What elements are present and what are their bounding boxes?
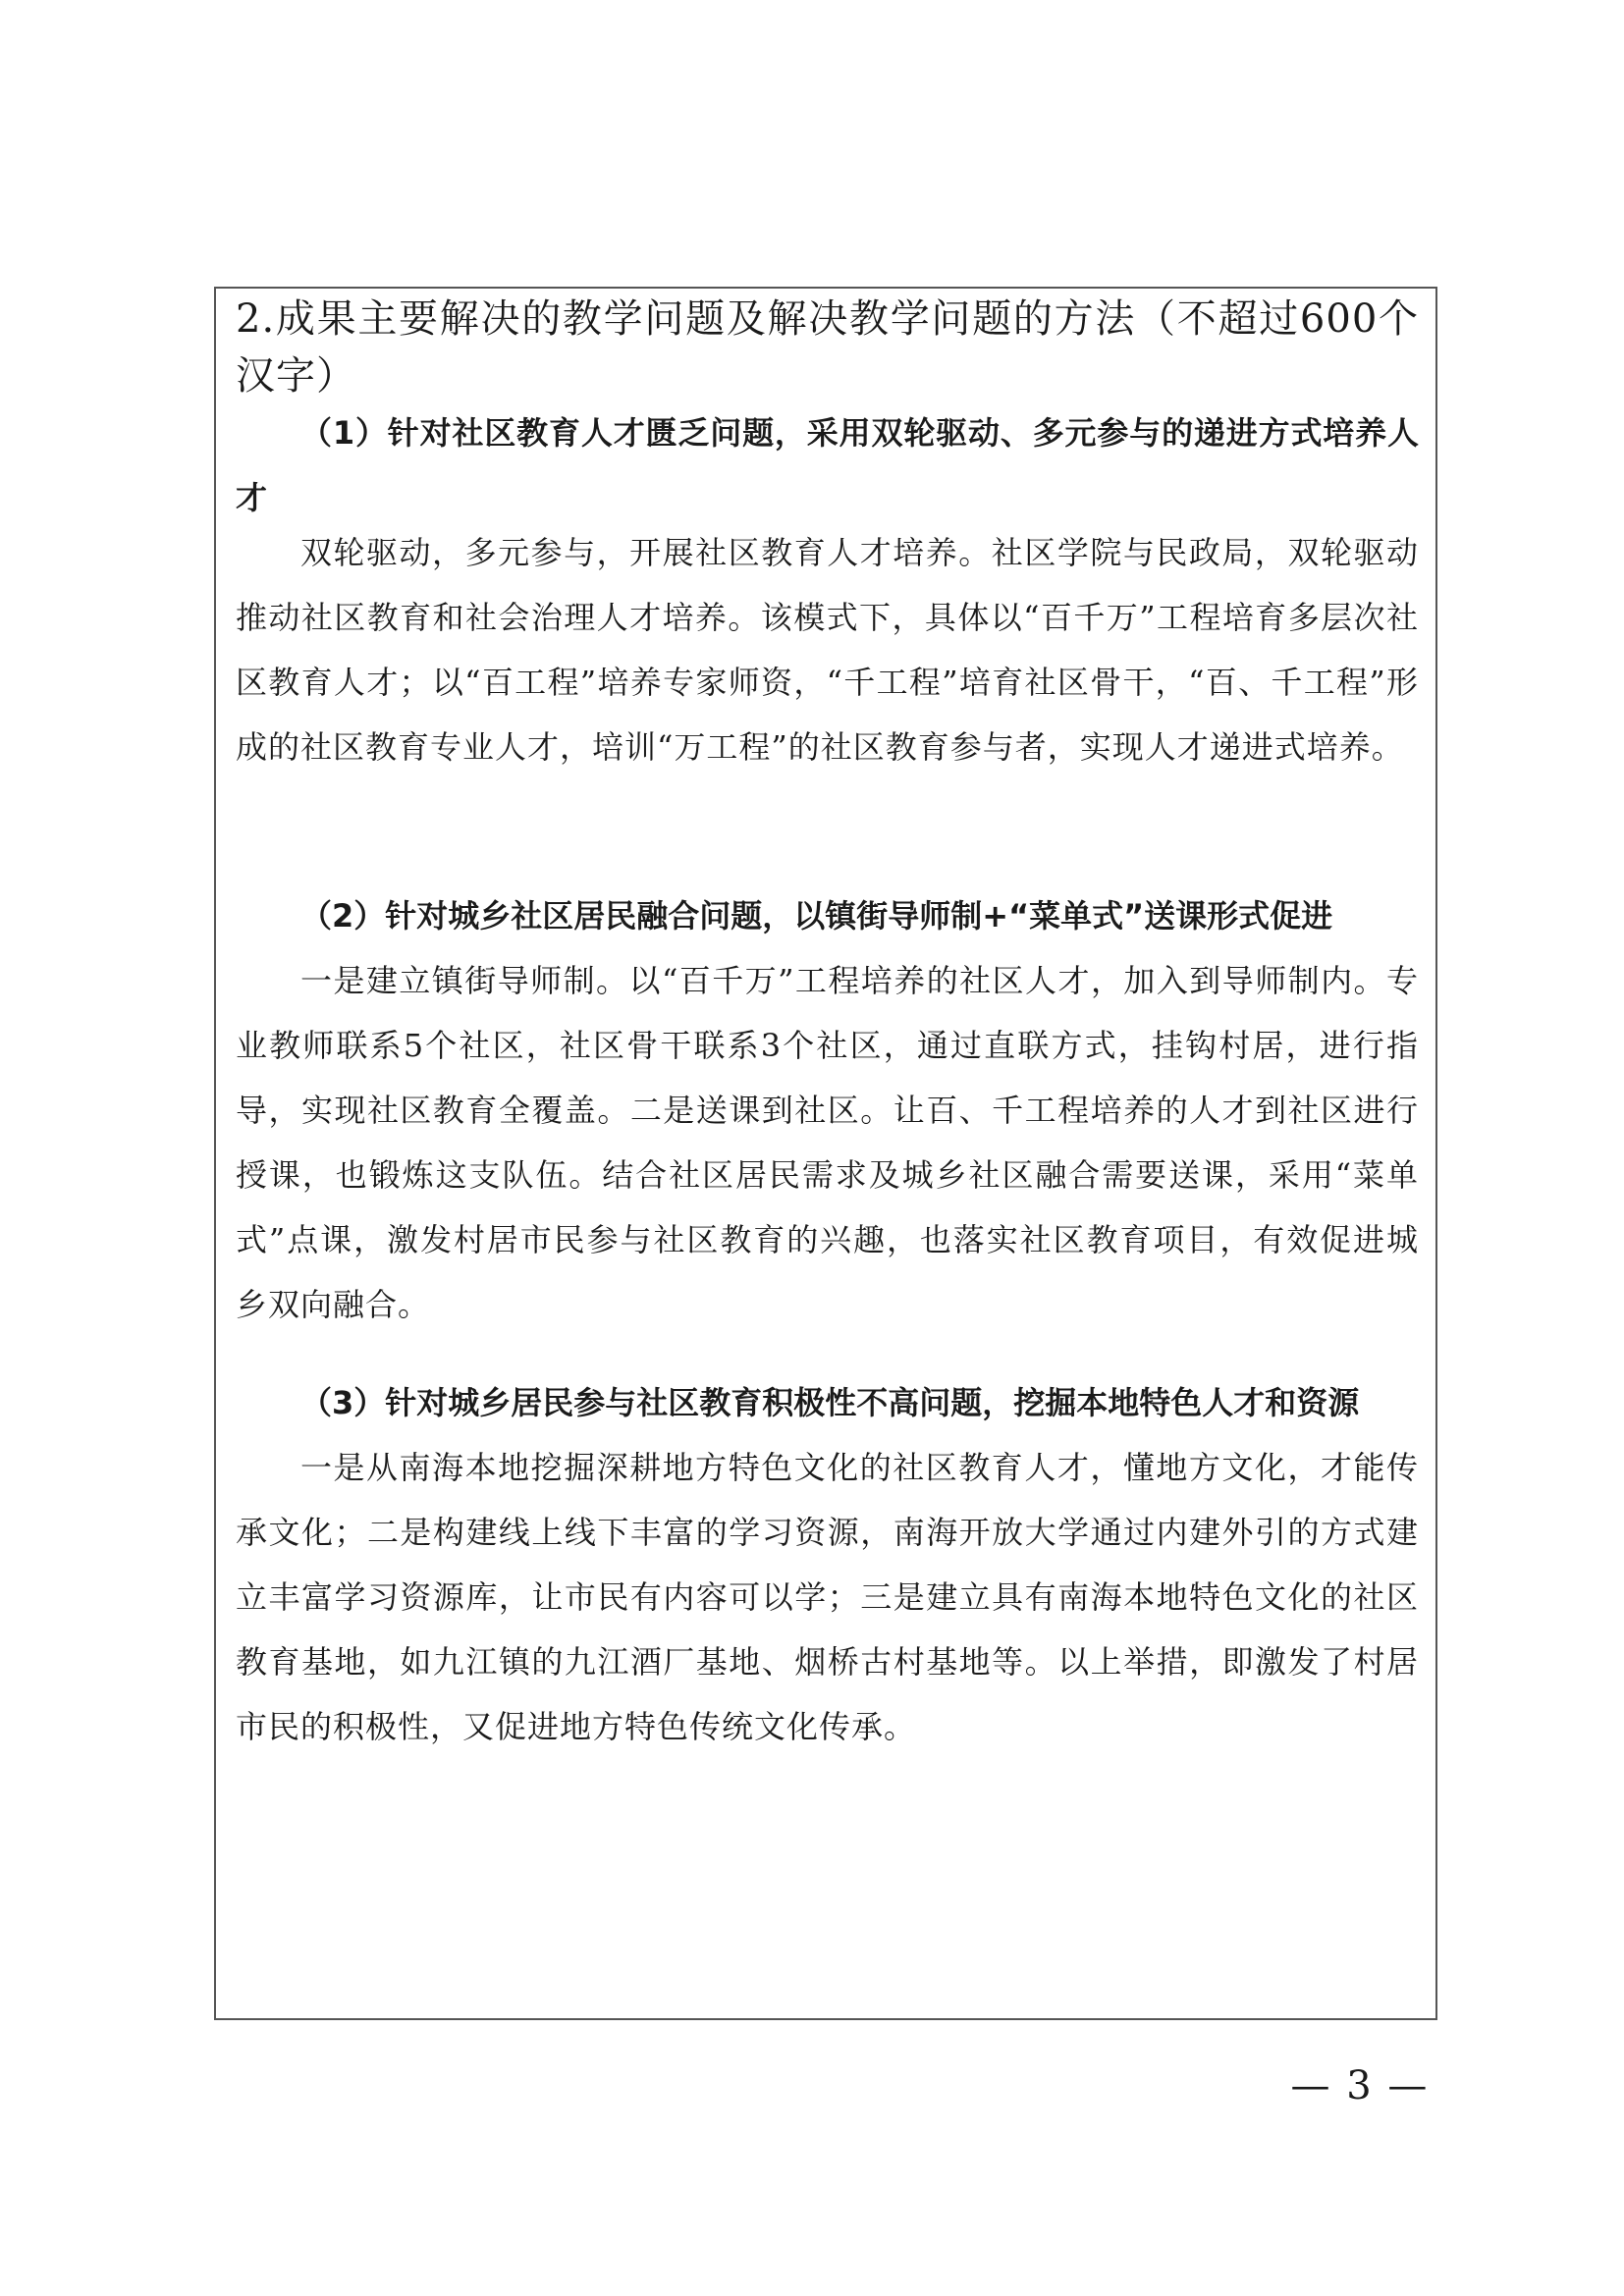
paragraph-1: 双轮驱动，多元参与，开展社区教育人才培养。社区学院与民政局，双轮驱动推动社区教育和社会治理人才培养。该模式下，具体以“百千万”工程培育多层次社区教育人才；以“百工程”培养专家师资，“千工程”培育社区骨干，“百、千工程”形成的社区教育专业人才，培训“万工程”的社区教育参与者，实现人才递进式培养。 [236,534,1419,766]
section-title: 2.成果主要解决的教学问题及解决教学问题的方法（不超过600个汉字） [236,296,1419,399]
subheading-1: （1）针对社区教育人才匮乏问题，采用双轮驱动、多元参与的递进方式培养人才 [236,414,1419,516]
page-number: — 3 — [1290,2063,1430,2109]
paragraph-2: 一是建立镇街导师制。以“百千万”工程培养的社区人才，加入到导师制内。专业教师联系5个社区，社区骨干联系3个社区，通过直联方式，挂钩村居，进行指导，实现社区教育全覆盖。二是送课到社区。让百、千工程培养的人才到社区进行授课，也锻炼这支队伍。结合社区居民需求及城乡社区融合需要送课，采用“菜单式”点课，激发村居市民参与社区教育的兴趣，也落实社区教育项目，有效促进城乡双向融合。 [236,962,1419,1323]
subheading-2: （2）针对城乡社区居民融合问题，以镇街导师制+“菜单式”送课形式促进 [300,897,1333,934]
subheading-3: （3）针对城乡居民参与社区教育积极性不高问题，挖掘本地特色人才和资源 [300,1384,1360,1421]
paragraph-3: 一是从南海本地挖掘深耕地方特色文化的社区教育人才，懂地方文化，才能传承文化；二是构建线上线下丰富的学习资源，南海开放大学通过内建外引的方式建立丰富学习资源库，让市民有内容可以学；三是建立具有南海本地特色文化的社区教育基地，如九江镇的九江酒厂基地、烟桥古村基地等。以上举措，即激发了村居市民的积极性，又促进地方特色传统文化传承。 [236,1449,1419,1745]
